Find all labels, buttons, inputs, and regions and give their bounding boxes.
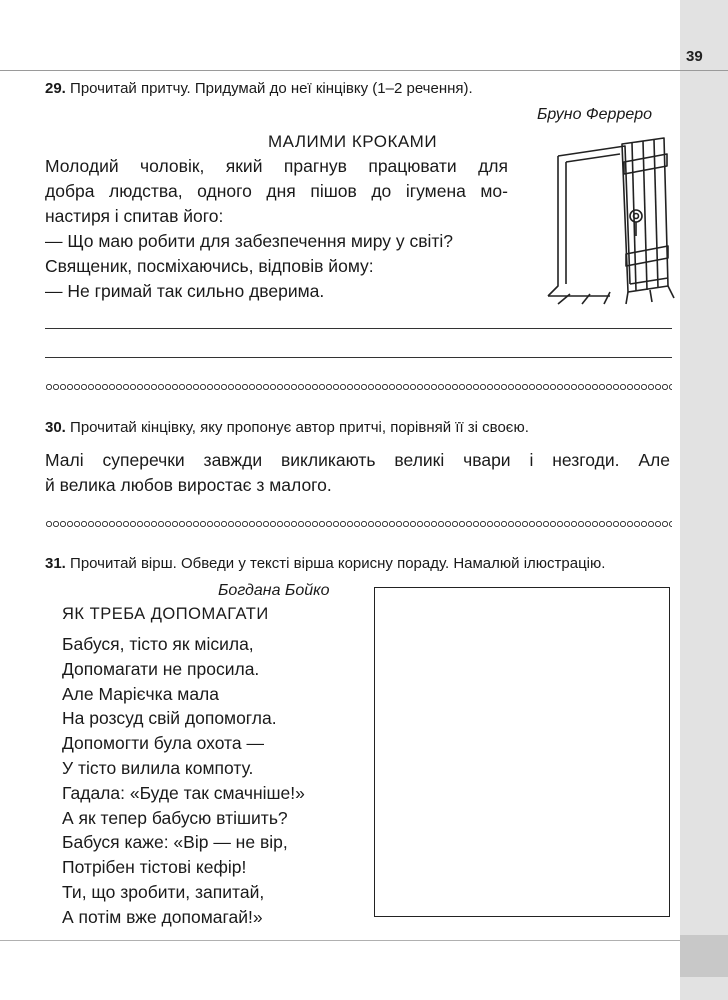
poem-line: Допомогти була охота — [62, 733, 264, 754]
ending-line: й велика любов виростає з малого. [45, 475, 332, 495]
poem-line: На розсуд свій допомогла. [62, 708, 277, 729]
poem-line: А потім вже допомагай!» [62, 906, 263, 927]
task-29-author: Бруно Ферреро [537, 106, 653, 123]
door-illustration [540, 136, 680, 306]
task-31-instruction [45, 554, 605, 574]
parable-line: добра людства, одного дня пішов до ігумена мо- [45, 181, 508, 201]
illustration-drawing-box[interactable] [374, 587, 670, 917]
task-31-number: 31. [45, 555, 66, 572]
poem-line: Бабуся каже: «Вір — не вір, [62, 832, 288, 853]
poem-line: Бабуся, тісто як місила, [62, 634, 254, 654]
ending-line: Малі суперечки завжди викликають великі чвари і незгоди. Але [45, 450, 670, 470]
poem-line: У тісто вилила компоту. [62, 757, 254, 778]
task-30-text: Прочитай кінцівку, яку пропонує автор притчі, порівняй її зі своєю. [70, 419, 529, 436]
poem-line: Потрібен тістові кефір! [62, 857, 247, 878]
header-rule [0, 70, 680, 71]
poem-line: Ти, що зробити, запитай, [62, 881, 265, 902]
answer-line[interactable] [45, 357, 672, 358]
page-side-margin [680, 0, 728, 1000]
parable-line: Священик, посміхаючись, відповів йому: [45, 256, 374, 276]
task-29-title: МАЛИМИ КРОКАМИ [268, 132, 438, 151]
answer-line[interactable] [45, 328, 672, 329]
poem-line: Допомагати не просила. [62, 658, 260, 679]
footer-rule [0, 940, 680, 941]
poem-line: А як тепер бабусю втішить? [62, 807, 288, 828]
parable-line: Молодий чоловік, який прагнув працювати для [45, 156, 508, 176]
section-divider [45, 520, 672, 528]
parable-line: настиря і спитав його: [45, 206, 224, 226]
author-ending-text [45, 448, 670, 498]
parable-line: — Що маю робити для забезпечення миру у світі? [45, 231, 454, 251]
task-30-instruction [45, 418, 529, 438]
side-margin-tab [680, 935, 728, 977]
task-30-number: 30. [45, 419, 66, 436]
parable-line: — Не гримай так сильно дверима. [45, 281, 325, 301]
poem-text[interactable] [62, 632, 305, 930]
task-31-text: Прочитай вірш. Обведи у тексті вірша корисну пораду. Намалюй ілюстрацію. [70, 555, 606, 572]
task-31-author: Богдана Бойко [218, 582, 330, 599]
task-29-text: Прочитай притчу. Придумай до неї кінцівку (1–2 речення). [70, 80, 473, 97]
parable-text [45, 154, 508, 304]
poem-line: Гадала: «Буде так смачніше!» [62, 782, 305, 803]
page-number-rule [680, 70, 728, 71]
task-29-instruction [45, 79, 473, 99]
task-29-number: 29. [45, 80, 66, 97]
section-divider [45, 383, 672, 391]
poem-line: Але Марієчка мала [62, 683, 219, 704]
page-number: 39 [686, 48, 703, 65]
task-31-title: ЯК ТРЕБА ДОПОМАГАТИ [62, 605, 269, 623]
